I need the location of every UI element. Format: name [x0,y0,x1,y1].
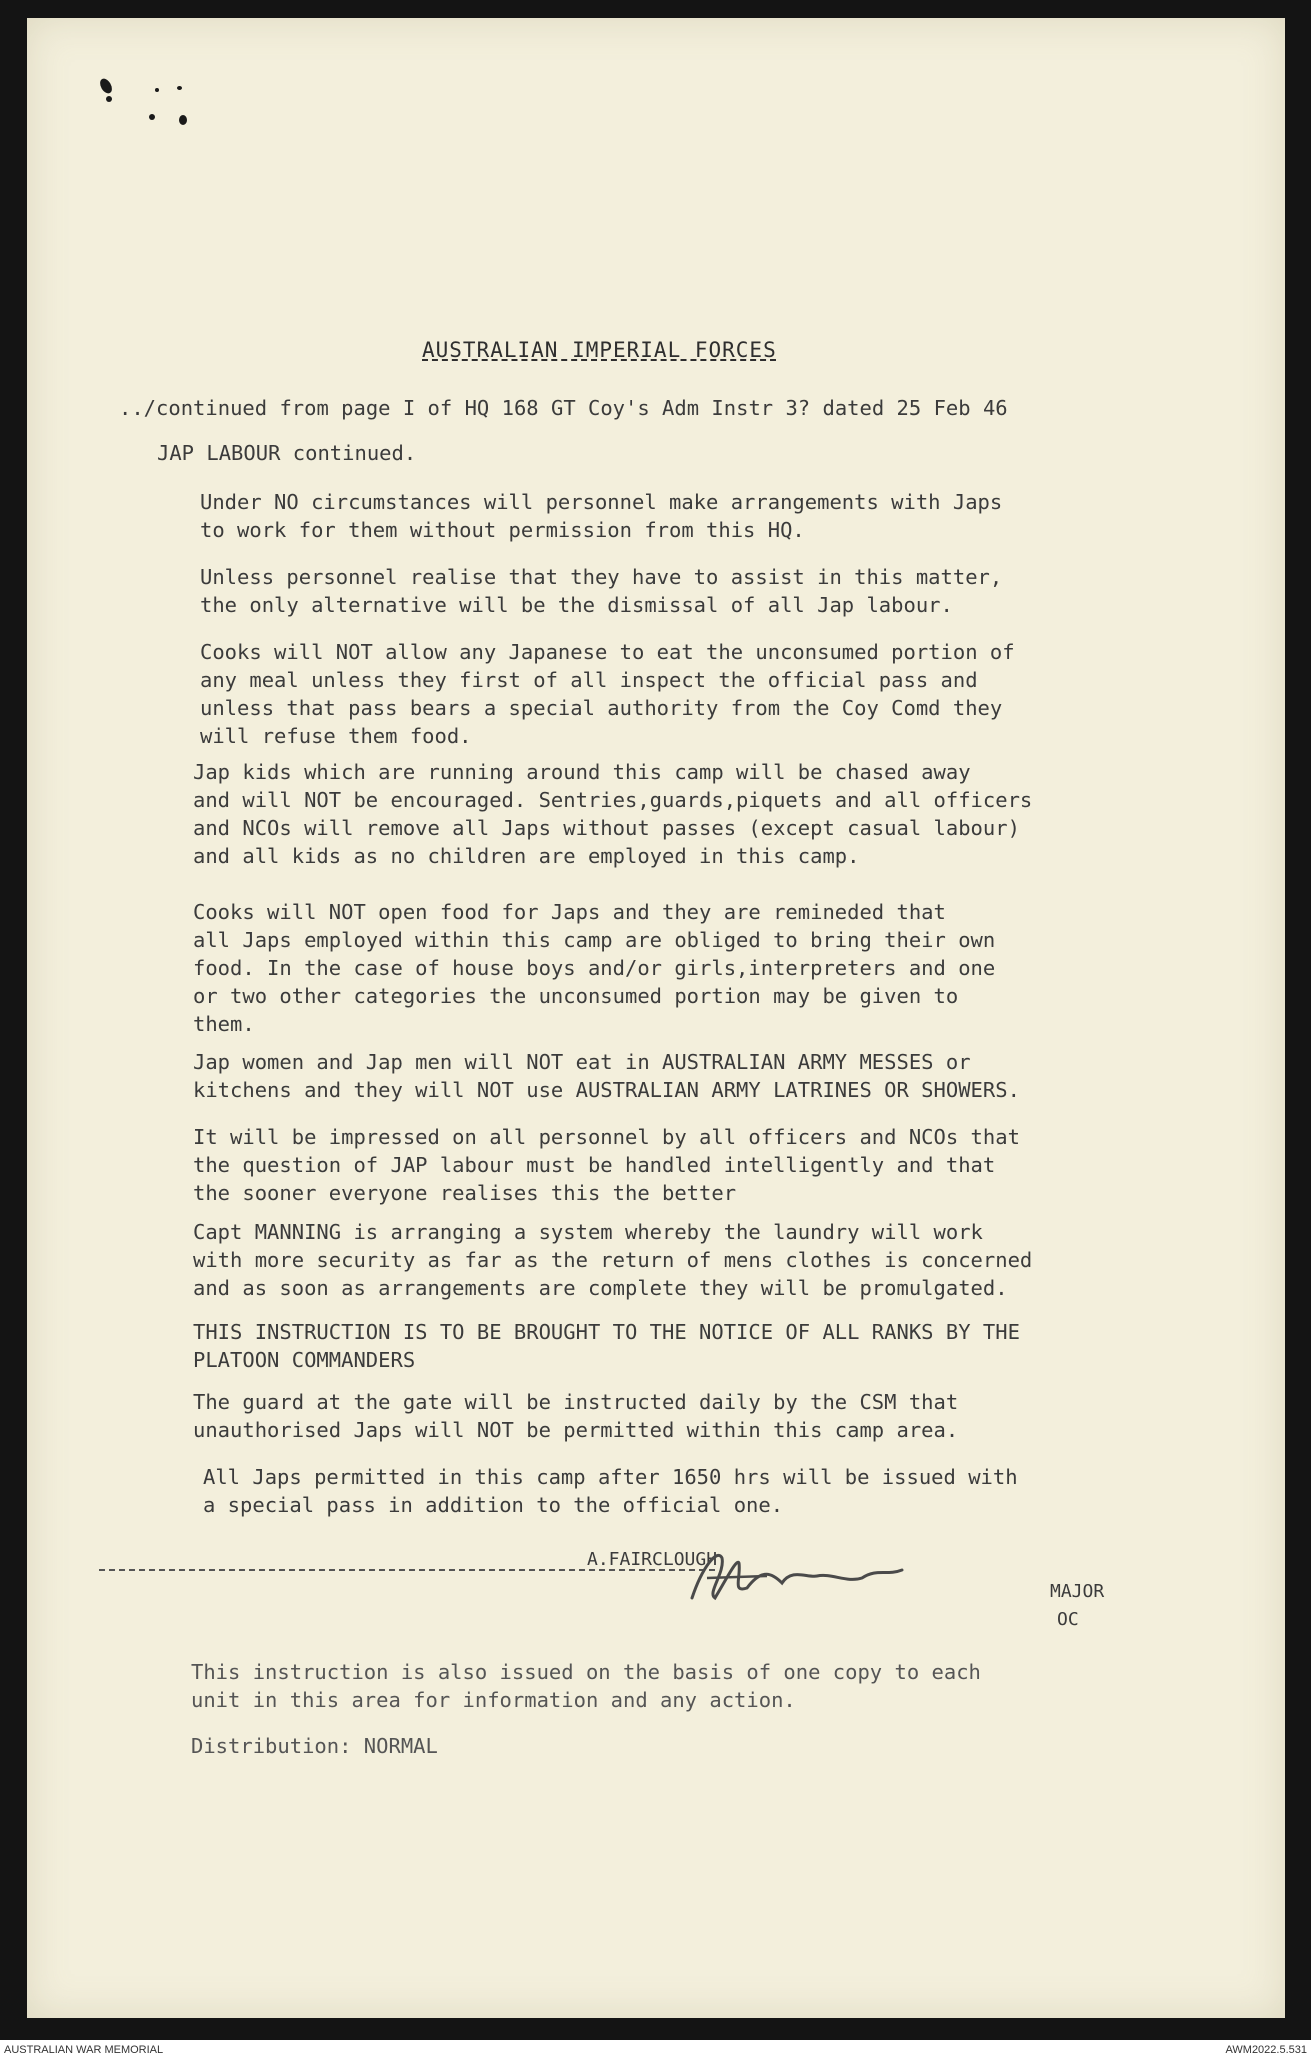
closing-line: This instruction is also issued on the basis of one copy to each [191,1660,981,1684]
paragraph-line: the sooner everyone realises this the better [193,1181,737,1205]
paragraph-line: a special pass in addition to the official one. [203,1493,784,1517]
paragraph-line: with more security as far as the return of mens clothes is concerned [193,1248,1033,1272]
paragraph-line: any meal unless they first of all inspect the official pass and [200,668,978,692]
paragraph [193,1218,1032,1302]
paragraph-line: Jap women and Jap men will NOT eat in AUSTRALIAN ARMY MESSES or [193,1050,971,1074]
paragraph-line: unless that pass bears a special authority from the Coy Comd they [200,696,1003,720]
paragraph-line: kitchens and they will NOT use AUSTRALIAN ARMY LATRINES OR SHOWERS. [193,1078,1020,1102]
paragraph-line: them. [193,1012,255,1036]
paragraph-line: Cooks will NOT allow any Japanese to eat the unconsumed portion of [200,640,1015,664]
paragraph [200,638,1015,750]
paragraph-line: or two other categories the unconsumed portion may be given to [193,984,959,1008]
paragraph [193,1123,1020,1207]
document-page [27,18,1285,2018]
footer-credit: AUSTRALIAN WAR MEMORIAL [4,2044,164,2056]
paragraph-line: and will NOT be encouraged. Sentries,guards,piquets and all officers [193,788,1033,812]
paragraph-line: Cooks will NOT open food for Japs and they are remineded that [193,900,946,924]
paragraph-line: and all kids as no children are employed in this camp. [193,844,860,868]
paragraph-line: The guard at the gate will be instructed daily by the CSM that [193,1390,959,1414]
closing-line: unit in this area for information and any action. [191,1688,796,1712]
paragraph-line: to work for them without permission from this HQ. [200,518,805,542]
paragraph-line: and NCOs will remove all Japs without passes (except casual labour) [193,816,1020,840]
signatory-name: A.FAIRCLOUGH [587,1549,718,1570]
paragraph-line: Capt MANNING is arranging a system whereby the laundry will work [193,1220,983,1244]
paragraph-line: Unless personnel realise that they have to assist in this matter, [200,565,1003,589]
document-heading: AUSTRALIAN IMPERIAL FORCES [422,338,777,362]
paragraph-line: and as soon as arrangements are complete they will be promulgated. [193,1276,1008,1300]
paragraph [193,1048,1020,1104]
paragraph-line: the question of JAP labour must be handled intelligently and that [193,1153,996,1177]
paragraph [203,1463,1018,1519]
paragraph-line: It will be impressed on all personnel by all officers and NCOs that [193,1125,1020,1149]
paragraph-line: PLATOON COMMANDERS [193,1348,416,1372]
paragraph [200,563,1002,619]
paragraph [193,1318,1020,1374]
paragraph-line: will refuse them food. [200,724,472,748]
signatory-role: OC [1057,1609,1079,1630]
section-title: JAP LABOUR continued. [157,441,417,465]
paragraph-line: Jap kids which are running around this camp will be chased away [193,760,971,784]
signatory-rank: MAJOR [1050,1581,1105,1602]
paragraph-line: THIS INSTRUCTION IS TO BE BROUGHT TO THE NOTICE OF ALL RANKS BY THE [193,1320,1020,1344]
paragraph [193,758,1032,870]
paragraph [193,1388,958,1444]
paragraph-line: All Japs permitted in this camp after 1650 hrs will be issued with [203,1465,1018,1489]
paragraph-line: Under NO circumstances will personnel make arrangements with Japs [200,490,1003,514]
paragraph-line: the only alternative will be the dismissal of all Jap labour. [200,593,953,617]
continued-line: ../continued from page I of HQ 168 GT Coy's Adm Instr 3? dated 25 Feb 46 [119,396,1008,420]
paragraph [200,488,1002,544]
paragraph-line: food. In the case of house boys and/or girls,interpreters and one [193,956,996,980]
footer-catalog-id: AWM2022.5.531 [1225,2044,1307,2056]
distribution-line: Distribution: NORMAL [191,1734,438,1758]
paragraph [193,898,995,1038]
paragraph-line: unauthorised Japs will NOT be permitted within this camp area. [193,1418,959,1442]
handwritten-signature [677,1538,927,1618]
paragraph-line: all Japs employed within this camp are obliged to bring their own [193,928,996,952]
